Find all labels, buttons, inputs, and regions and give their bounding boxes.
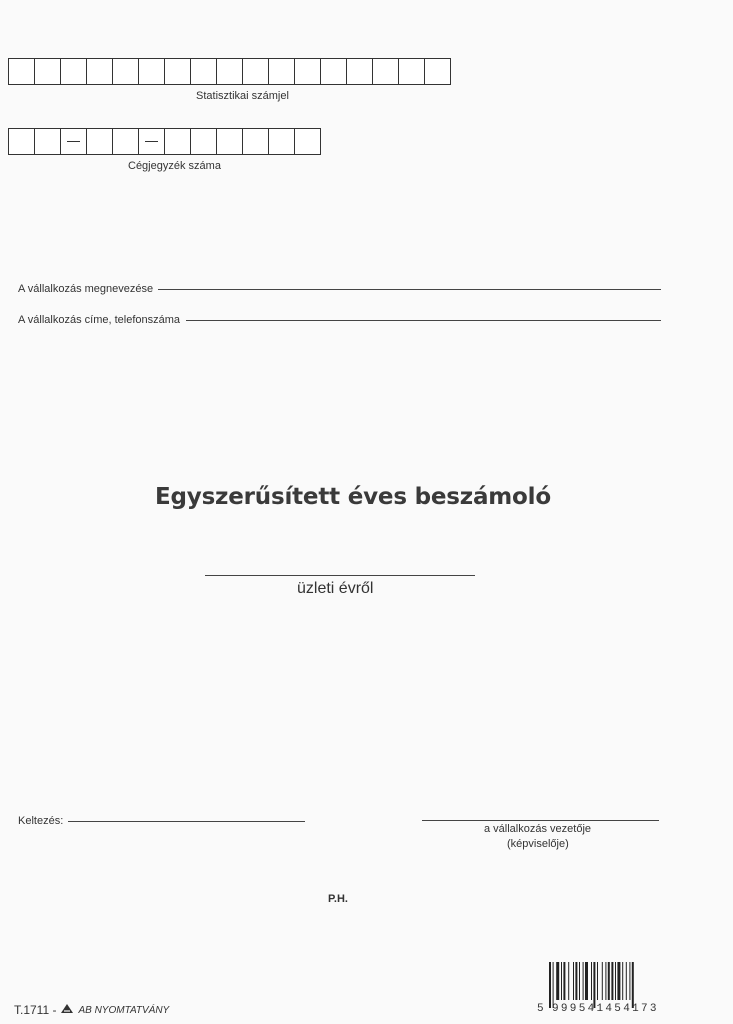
document-title: Egyszerűsített éves beszámoló [155,484,551,510]
barcode-bar [556,962,559,1000]
stat-code-cell[interactable] [164,58,191,85]
barcode-bar [575,962,577,1000]
barcode-bar [553,962,554,1008]
stat-code-cell[interactable] [34,58,61,85]
reg-number-cell[interactable] [34,128,61,155]
ab-logo-icon [60,1003,74,1017]
barcode-bar [615,962,616,1000]
form-code: T.1711 - [14,1003,57,1017]
company-name-label: A vállalkozás megnevezése [18,283,154,295]
stat-code-cell[interactable] [372,58,399,85]
barcode-bar [629,962,630,1000]
stat-code-cell[interactable] [190,58,217,85]
barcode-bar [611,962,613,1000]
company-name-field[interactable] [158,289,661,290]
barcode-bar [632,962,634,1008]
stat-code-cell[interactable] [60,58,87,85]
barcode-bar [563,962,565,1000]
stat-code-cell[interactable] [294,58,321,85]
company-registration-boxes[interactable] [8,128,321,155]
barcode-bar [626,962,627,1000]
stat-code-cell[interactable] [424,58,451,85]
barcode-bars-icon [548,962,666,1008]
reg-number-cell[interactable] [216,128,243,155]
barcode-bar [561,962,562,1000]
signature-label-line2: (képviselője) [507,838,569,850]
company-address-field[interactable] [186,320,661,321]
reg-separator-cell [60,128,87,155]
statistical-code-boxes[interactable] [8,58,451,85]
reg-number-cell[interactable] [190,128,217,155]
stat-code-cell[interactable] [8,58,35,85]
stat-code-cell[interactable] [138,58,165,85]
stat-code-cell[interactable] [346,58,373,85]
barcode-bar [602,962,603,1000]
barcode-bar [585,962,588,1000]
company-registration-label: Cégjegyzék száma [128,160,221,172]
brand-text: AB NYOMTATVÁNY [78,1004,170,1016]
barcode-bar [568,962,569,1000]
reg-number-cell[interactable] [86,128,113,155]
stamp-placeholder: P.H. [328,893,348,905]
stat-code-cell[interactable] [86,58,113,85]
fiscal-year-field[interactable] [205,575,475,576]
stat-code-cell[interactable] [320,58,347,85]
reg-separator-cell [138,128,165,155]
signature-field[interactable] [422,820,659,821]
reg-number-cell[interactable] [112,128,139,155]
barcode-bar [583,962,584,1000]
statistical-code-label: Statisztikai számjel [196,90,289,102]
reg-number-cell[interactable] [242,128,269,155]
barcode-lead-digit: 5 [537,1003,546,1015]
barcode-bar [622,962,623,1000]
barcode [548,962,666,1008]
date-field[interactable] [68,821,305,822]
stat-code-cell[interactable] [112,58,139,85]
form-code-footer [14,1003,169,1017]
company-address-label: A vállalkozás címe, telefonszáma [18,314,181,326]
barcode-bar [591,962,592,1000]
barcode-bar [593,962,595,1008]
fiscal-year-label: üzleti évről [297,580,374,597]
barcode-bar [573,962,574,1000]
stat-code-cell[interactable] [268,58,295,85]
reg-number-cell[interactable] [294,128,321,155]
stat-code-cell[interactable] [216,58,243,85]
reg-number-cell[interactable] [268,128,295,155]
reg-number-cell[interactable] [164,128,191,155]
stat-code-cell[interactable] [242,58,269,85]
barcode-bar [617,962,620,1000]
barcode-bar [608,962,610,1000]
stat-code-cell[interactable] [398,58,425,85]
signature-label-line1: a vállalkozás vezetője [484,823,592,835]
barcode-bar [579,962,580,1000]
reg-number-cell[interactable] [8,128,35,155]
date-label: Keltezés: [18,815,64,827]
barcode-digits: 999541454173 [552,1003,659,1015]
barcode-bar [597,962,598,1000]
barcode-bar [605,962,606,1000]
barcode-bar [549,962,551,1008]
